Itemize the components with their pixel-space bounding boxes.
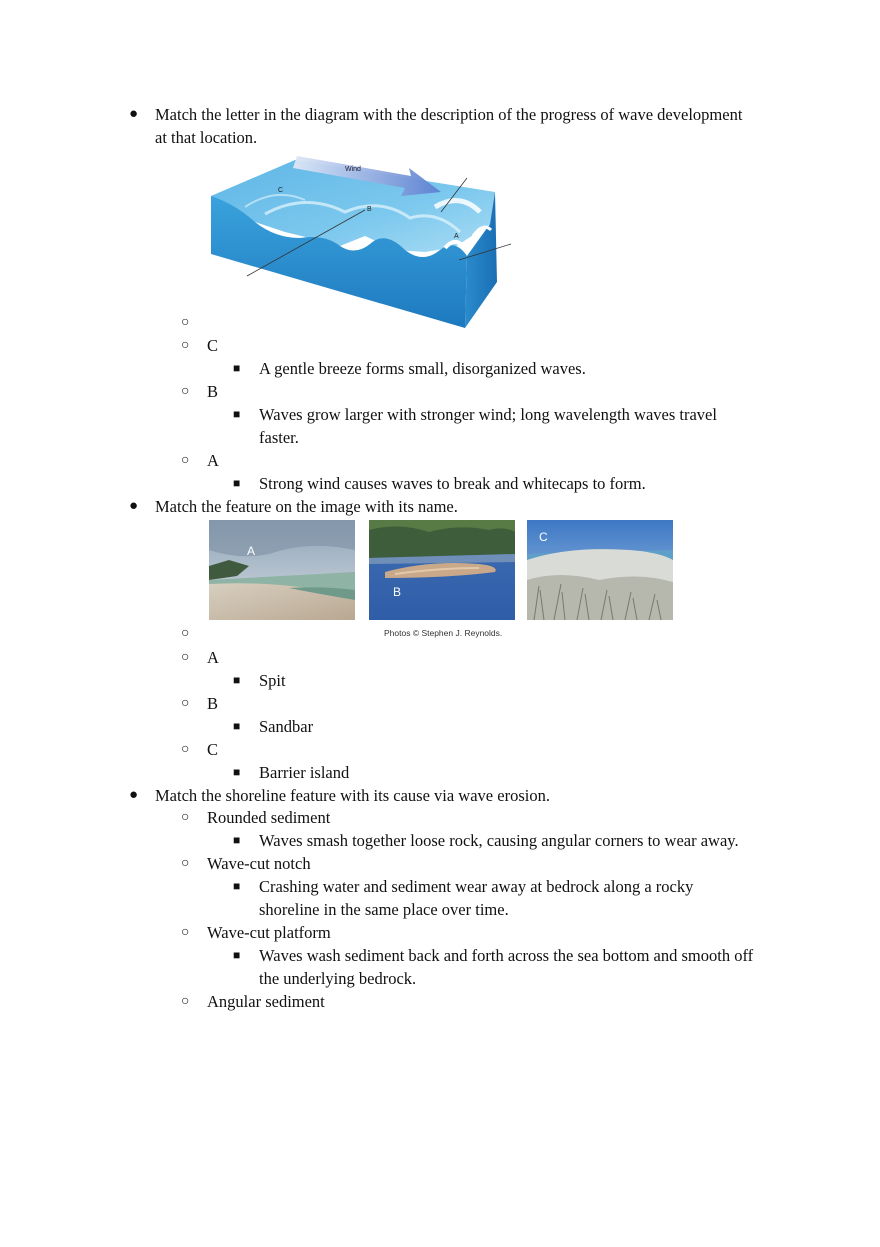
square-bullet-icon: ■ (233, 765, 241, 779)
match-letter: B (207, 694, 219, 713)
match-description-continued: faster. (259, 428, 299, 447)
photo-credit: Photos © Stephen J. Reynolds. (384, 628, 503, 638)
sub-bullet-icon: ○ (181, 696, 190, 711)
match-description: Waves wash sediment back and forth across the sea bottom and smooth off (259, 946, 754, 965)
match-description-continued: shoreline in the same place over time. (259, 900, 509, 919)
diagram-label-a: A (454, 233, 459, 240)
sub-bullet-icon: ○ (181, 994, 190, 1009)
match-description: Spit (259, 671, 286, 690)
square-bullet-icon: ■ (233, 476, 241, 490)
match-term: Rounded sediment (207, 808, 331, 827)
diagram-label-b: B (367, 206, 372, 213)
coastal-features-photos (209, 520, 675, 622)
match-letter: A (207, 648, 219, 667)
question-prompt: Match the feature on the image with its name. (155, 497, 458, 516)
match-description-continued: the underlying bedrock. (259, 969, 417, 988)
photo-label-c: C (539, 530, 548, 544)
match-description: Waves grow larger with stronger wind; long wavelength waves travel (259, 405, 717, 424)
match-description: Crashing water and sediment wear away at bedrock along a rocky (259, 877, 694, 896)
diagram-label-c: C (278, 187, 284, 194)
sub-bullet-icon: ○ (181, 315, 190, 330)
match-description: Sandbar (259, 717, 314, 736)
wave-development-diagram (205, 152, 525, 332)
photo-spit (209, 520, 355, 620)
question-prompt-continued: at that location. (155, 128, 258, 147)
square-bullet-icon: ■ (233, 361, 241, 375)
match-term: Wave-cut notch (207, 854, 311, 873)
match-letter: B (207, 382, 219, 401)
photo-label-b: B (393, 585, 402, 599)
match-letter: A (207, 451, 219, 470)
photo-sandbar (369, 520, 515, 620)
bullet-icon: ● (129, 498, 139, 514)
square-bullet-icon: ■ (233, 719, 241, 733)
sub-bullet-icon: ○ (181, 453, 190, 468)
sub-bullet-icon: ○ (181, 626, 190, 641)
photo-label-a: A (247, 544, 256, 558)
sub-bullet-icon: ○ (181, 338, 190, 353)
photo-barrier-island (527, 520, 673, 620)
square-bullet-icon: ■ (233, 833, 241, 847)
sub-bullet-icon: ○ (181, 650, 190, 665)
match-letter: C (207, 740, 219, 759)
question-prompt: Match the shoreline feature with its cause via wave erosion. (155, 786, 550, 805)
square-bullet-icon: ■ (233, 948, 241, 962)
sub-bullet-icon: ○ (181, 810, 190, 825)
match-term: Wave-cut platform (207, 923, 331, 942)
square-bullet-icon: ■ (233, 673, 241, 687)
sub-bullet-icon: ○ (181, 856, 190, 871)
match-term: Angular sediment (207, 992, 325, 1011)
match-description: Strong wind causes waves to break and whitecaps to form. (259, 474, 646, 493)
bullet-icon: ● (129, 106, 139, 122)
square-bullet-icon: ■ (233, 407, 241, 421)
match-description: Waves smash together loose rock, causing angular corners to wear away. (259, 831, 739, 850)
sub-bullet-icon: ○ (181, 742, 190, 757)
match-description: A gentle breeze forms small, disorganized waves. (259, 359, 586, 378)
question-prompt: Match the letter in the diagram with the description of the progress of wave development (155, 105, 743, 124)
sub-bullet-icon: ○ (181, 925, 190, 940)
match-letter: C (207, 336, 219, 355)
wind-label: Wind (345, 166, 361, 173)
match-description: Barrier island (259, 763, 350, 782)
bullet-icon: ● (129, 787, 139, 803)
square-bullet-icon: ■ (233, 879, 241, 893)
sub-bullet-icon: ○ (181, 384, 190, 399)
